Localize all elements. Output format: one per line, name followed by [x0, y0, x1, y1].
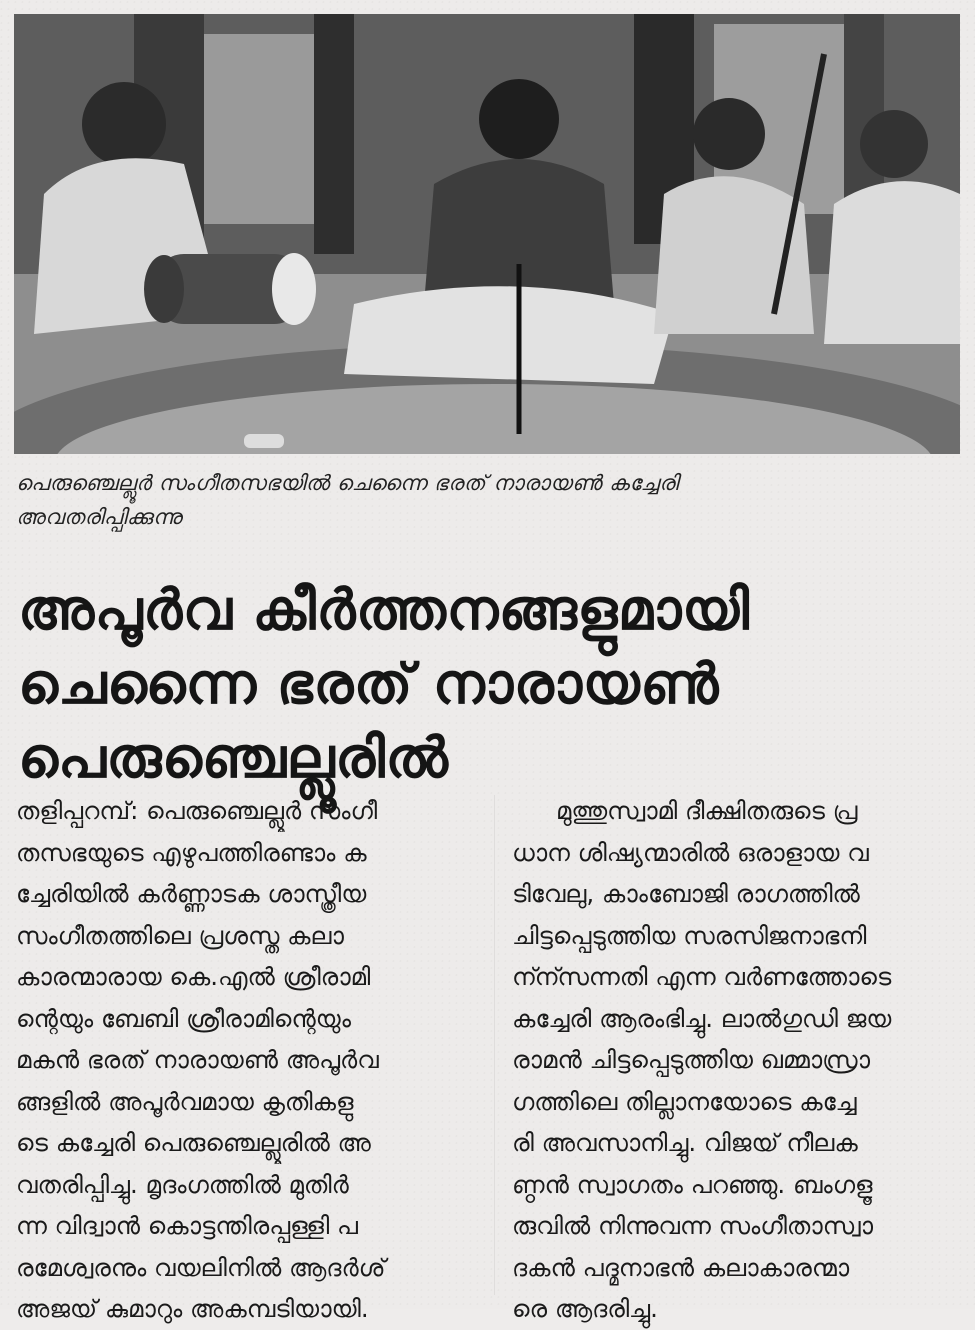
- article-line: തസഭയുടെ എഴുപത്തിരണ്ടാം ക: [16, 837, 367, 867]
- headline-line-1: അപൂർവ കീർത്തനങ്ങളുമായി: [18, 578, 750, 643]
- article-line: ങ്ങളിൽ അപൂർവമായ കൃതികളു: [16, 1086, 354, 1116]
- photo-caption: [16, 466, 961, 534]
- concert-photo: [14, 14, 960, 454]
- article-line: ധാന ശിഷ്യന്മാരിൽ ഒരാളായ വ: [512, 837, 869, 867]
- article-line: ച്ചേരിയിൽ കർണ്ണാടക ശാസ്ത്രീയ: [16, 879, 367, 908]
- article-line: തളിപ്പറമ്പ്: പെരുഞ്ചെല്ലൂർ സംഗീ: [16, 796, 378, 825]
- headline-line-2: ചെന്നൈ ഭരത് നാരായൺ: [18, 652, 720, 717]
- headline: [18, 574, 963, 796]
- article-line: കാരന്മാരായ കെ.എൽ ശ്രീരാമി: [16, 962, 371, 991]
- article-line: ഗത്തിലെ തില്ലാനയോടെ കച്ചേ: [512, 1086, 857, 1116]
- article-line: ന്ന വിദ്വാൻ കൊട്ടന്തിരപ്പള്ളി പ: [16, 1211, 359, 1240]
- article-line: രാമൻ ചിട്ടപ്പെടുത്തിയ ഖമ്മാസ്രാ: [512, 1045, 870, 1074]
- article-column-left: [16, 790, 476, 1330]
- headline-line-3: പെരുഞ്ചെല്ലൂരിൽ: [18, 726, 449, 791]
- article-line: സംഗീതത്തിലെ പ്രശസ്ത കലാ: [16, 920, 344, 950]
- caption-line-1: പെരുഞ്ചെല്ലൂർ സംഗീതസഭയിൽ ചെന്നൈ ഭരത് നാരായൺ കച്ചേരി: [16, 471, 679, 495]
- article-line: രുവിൽ നിന്നുവന്ന സംഗീതാസ്വാ: [512, 1211, 874, 1240]
- article-line: രി അവസാനിച്ചു. വിജയ് നീലക: [512, 1128, 858, 1157]
- column-divider: [494, 795, 495, 1295]
- article-line: ടെ കച്ചേരി പെരുഞ്ചെല്ലൂരിൽ അ: [16, 1128, 371, 1157]
- article-line: അജയ് കുമാറും അകമ്പടിയായി.: [16, 1294, 369, 1323]
- article-line: രമേശ്വരനും വയലിനിൽ ആദർശ്: [16, 1252, 386, 1282]
- article-line: ണ്ഠൻ സ്വാഗതം പറഞ്ഞു. ബംഗളൂ: [512, 1169, 873, 1199]
- article-line: ചിട്ടപ്പെടുത്തിയ സരസിജനാഭനി: [512, 920, 867, 950]
- article-column-right: [512, 790, 960, 1330]
- article-line: ന്റെയും ബേബി ശ്രീരാമിന്റെയും: [16, 1003, 351, 1033]
- article-line: കച്ചേരി ആരംഭിച്ചു. ലാൽഗുഡി ജയ: [512, 1003, 892, 1033]
- caption-line-2: അവതരിപ്പിക്കുന്നു: [16, 505, 182, 529]
- article-line: ടിവേലു, കാംബോജി രാഗത്തിൽ: [512, 879, 860, 908]
- photo-image: [14, 14, 960, 454]
- article-line: മുത്തുസ്വാമി ദീക്ഷിതരുടെ പ്ര: [556, 796, 858, 825]
- article-line: മകൻ ഭരത് നാരായൺ അപൂർവ: [16, 1045, 379, 1074]
- article-line: ന്ന്സന്നതി എന്ന വർണത്തോടെ: [512, 962, 892, 991]
- article-line: രെ ആദരിച്ചു.: [512, 1294, 658, 1323]
- article-line: വതരിപ്പിച്ചു. മൃദംഗത്തിൽ മുതിർ: [16, 1169, 349, 1199]
- article-line: ദകൻ പദ്മനാഭൻ കലാകാരന്മാ: [512, 1252, 850, 1282]
